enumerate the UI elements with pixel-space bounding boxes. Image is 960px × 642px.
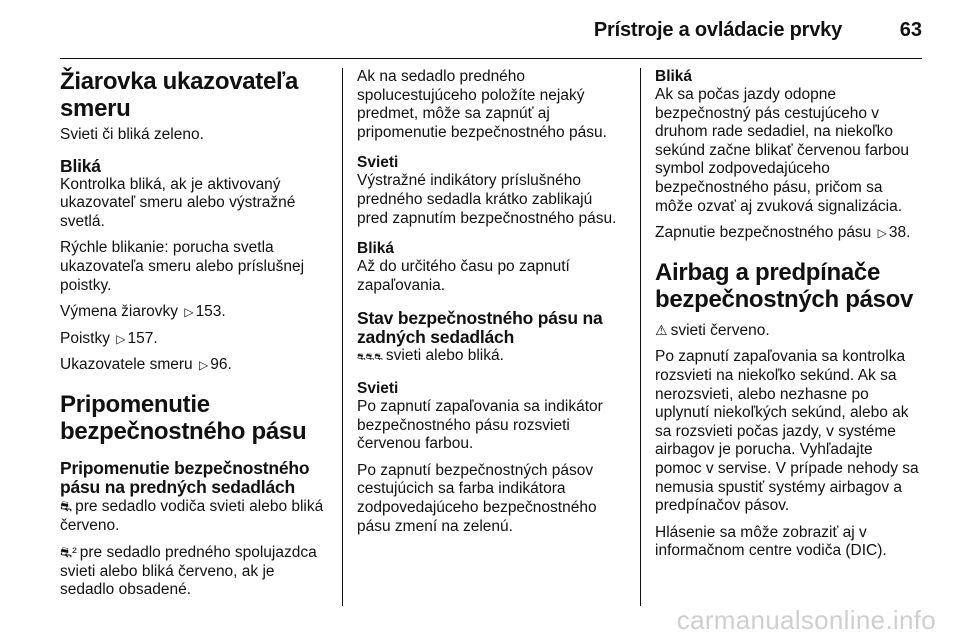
- column-3: [655, 68, 923, 569]
- heading-front-seats: Pripomenutie bezpečnostného pásu na predných sedadlách: [60, 457, 310, 497]
- rear-belt-status-text: [357, 347, 625, 368]
- bulb-ref-text: Výmena žiarovky: [60, 303, 179, 321]
- airbag-red-desc: svieti červeno.: [670, 321, 770, 339]
- indicator-ref-text: Ukazovatele smeru: [60, 356, 193, 374]
- page-ref-icon: ▷: [198, 358, 209, 373]
- rear-seatbelts-icon: ⛐⛐⛐: [357, 352, 383, 364]
- watermark: carmanualsonline.info: [676, 605, 936, 635]
- heading-svieti-2: Svieti: [357, 379, 399, 397]
- svieti-text: Výstražné indikátory príslušného predného sedadla krátko zablikajú pred zapnutím bezpečnostného pásu.: [357, 172, 617, 227]
- blika-ignition-text: Až do určitého času po zapnutí zapaľovania.: [357, 258, 570, 294]
- heading-rear-belt-status: Stav bezpečnostného pásu na zadných sedadlách: [357, 308, 603, 348]
- airbag-red-text: [655, 321, 923, 341]
- page-ref-icon: ▷: [116, 331, 126, 346]
- heading-seatbelt-reminder: Pripomenutie bezpečnostného pásu: [60, 390, 307, 445]
- fasten-ref-page[interactable]: 38.: [888, 224, 911, 242]
- page-ref-icon: ▷: [877, 226, 887, 241]
- object-on-seat-text: Ak na sedadlo predného spolucestujúceho položíte nejaký predmet, môže sa zapnúť aj pripomenutie bezpečnostného pásu.: [357, 68, 607, 141]
- airbag-icon: ⚠: [655, 321, 668, 338]
- bulb-ref-page[interactable]: 153.: [195, 303, 226, 321]
- dic-text: Hlásenie sa môže zobraziť aj v informačnom centre vodiča (DIC).: [655, 523, 887, 560]
- bulb-ref: [60, 303, 328, 322]
- seatbelt-passenger-icon: ⛐²: [60, 544, 77, 561]
- indicator-ref: [60, 356, 328, 375]
- passenger-seat-desc: pre sedadlo predného spolujazdca svieti alebo bliká červeno, ak je sedadlo obsadené.: [60, 544, 317, 599]
- page-header: [0, 0, 960, 58]
- driver-seat-text: [60, 497, 328, 535]
- fasten-ref: [655, 224, 923, 243]
- heading-turn-signal: Žiarovka ukazovateľa smeru: [60, 68, 299, 122]
- passenger-seat-text: [60, 543, 328, 600]
- header-divider: [60, 58, 922, 59]
- column-divider-1: [342, 68, 343, 606]
- heading-svieti: Svieti: [357, 154, 399, 172]
- rear-belt-status-desc: svieti alebo bliká.: [385, 347, 504, 365]
- fuse-ref-page[interactable]: 157.: [127, 329, 158, 347]
- airbag-fault-text: Po zapnutí zapaľovania sa kontrolka rozsvieti na niekoľko sekúnd. Ak sa nerozsvieti, alebo nezhasne po uplynutí niekoľkých sekúnd, alebo ak sa rozsvieti počas jazdy, v systéme airbagov je porucha. Vyhľadajte pomoc v servise. V prípade nehody sa nemusia spustiť systémy airbagov a predpínačov pásov.: [655, 348, 919, 515]
- column-2: [357, 68, 625, 544]
- heading-airbag: Airbag a predpínače bezpečnostných pásov: [655, 258, 914, 313]
- page-number: 63: [899, 19, 922, 41]
- heading-blika: Bliká: [60, 155, 101, 176]
- blika-text: Kontrolka bliká, ak je aktivovaný ukazovateľ smeru alebo výstražné svetlá.: [60, 175, 296, 230]
- turn-signal-desc: Svieti či bliká zeleno.: [60, 126, 204, 143]
- driver-seat-desc: pre sedadlo vodiča svieti alebo bliká červeno.: [60, 497, 324, 534]
- svieti-red-text: Po zapnutí zapaľovania sa indikátor bezpečnostného pásu rozsvieti červenou farbou.: [357, 397, 603, 453]
- fuse-ref: [60, 330, 328, 349]
- fast-blink-text: Rýchle blikanie: porucha svetla ukazovateľa smeru alebo príslušnej poistky.: [60, 239, 305, 294]
- page-ref-icon: ▷: [184, 305, 194, 320]
- heading-blika-3: Bliká: [655, 68, 693, 85]
- column-1: [60, 68, 328, 608]
- unbuckled-text: Ak sa počas jazdy odopne bezpečnostný pás cestujúceho v druhom rade sedadiel, na niekoľko sekúnd začne blikať červenou farbou symbol zodpovedajúceho bezpečnostného pásu, pričom sa môže ozvať aj zvuková signalizácia.: [655, 86, 909, 215]
- fuse-ref-text: Poistky: [60, 329, 110, 347]
- seatbelt-icon: ⛐: [60, 497, 73, 514]
- green-text: Po zapnutí bezpečnostných pásov cestujúcich sa farba indikátora zodpovedajúceho bezpečnostného pásu zmení na zelenú.: [357, 461, 597, 535]
- indicator-ref-page[interactable]: 96.: [210, 356, 232, 374]
- section-title: Prístroje a ovládacie prvky: [593, 19, 842, 41]
- fasten-ref-text: Zapnutie bezpečnostného pásu: [655, 224, 872, 242]
- column-divider-2: [640, 68, 641, 606]
- heading-blika-2: Bliká: [357, 240, 395, 258]
